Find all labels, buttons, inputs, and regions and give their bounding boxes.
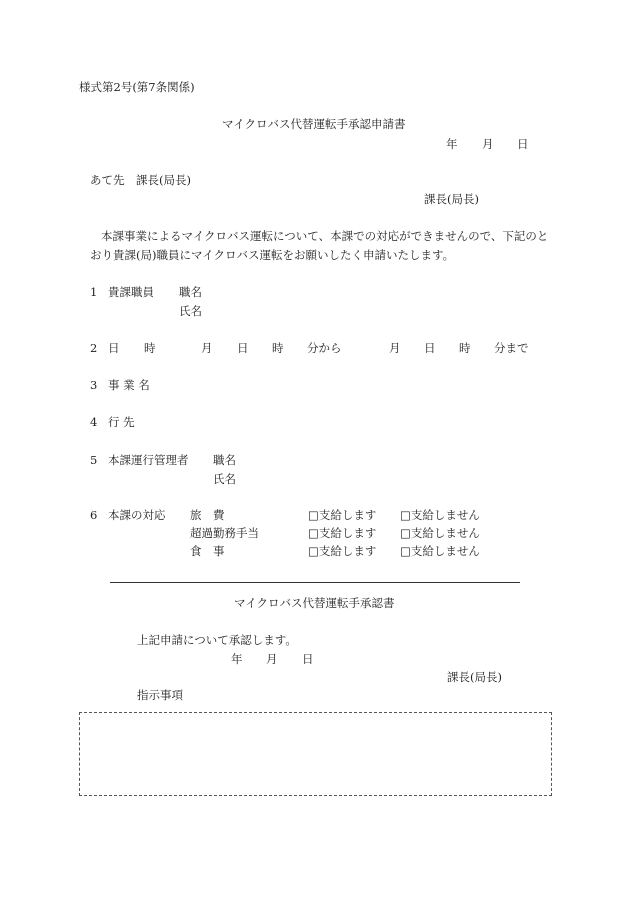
- item1-name-label: 氏名: [179, 304, 202, 318]
- item2-from-hour: 時: [272, 341, 284, 355]
- item4-label: 行 先: [108, 415, 135, 429]
- application-date-day: 日: [517, 137, 529, 151]
- meal-nopay-checkbox[interactable]: □支給しません: [400, 544, 480, 558]
- approval-date-day: 日: [302, 652, 314, 666]
- overtime-nopay-checkbox[interactable]: □支給しません: [400, 526, 480, 540]
- item2-hour: 時: [144, 341, 156, 355]
- sender-title: 課長(局長): [424, 192, 479, 206]
- approval-date-year: 年: [231, 652, 243, 666]
- item2-day: 日: [108, 341, 120, 355]
- item4-number: 4: [90, 415, 98, 429]
- item6-row-overtime-label: 超過勤務手当: [190, 526, 259, 540]
- body-text-line2: おり貴課(局)職員にマイクロバス運転をお願いしたく申請いたします。: [90, 248, 455, 262]
- application-date-year: 年: [446, 137, 458, 151]
- approval-date-month: 月: [266, 652, 278, 666]
- item2-to-day: 日: [424, 341, 436, 355]
- item2-to-month: 月: [389, 341, 401, 355]
- instructions-label: 指示事項: [137, 688, 183, 702]
- item2-to-minute: 分まで: [494, 341, 529, 355]
- application-title: マイクロバス代替運転手承認申請書: [222, 117, 406, 131]
- approval-signer: 課長(局長): [447, 670, 502, 684]
- item6-row-travel-label: 旅 費: [190, 508, 225, 522]
- item5-position-label: 職名: [213, 453, 236, 467]
- item6-label: 本課の対応: [108, 508, 166, 522]
- overtime-pay-checkbox[interactable]: □支給します: [308, 526, 377, 540]
- item1-label: 貴課職員: [108, 285, 154, 299]
- item3-number: 3: [90, 378, 98, 392]
- item5-name-label: 氏名: [213, 472, 236, 486]
- approval-text: 上記申請について承認します。: [137, 633, 297, 647]
- item1-position-label: 職名: [179, 285, 202, 299]
- section-divider: [110, 582, 520, 583]
- application-date-month: 月: [482, 137, 494, 151]
- item3-label: 事 業 名: [108, 378, 150, 392]
- item2-from-month: 月: [201, 341, 213, 355]
- meal-pay-checkbox[interactable]: □支給します: [308, 544, 377, 558]
- item2-number: 2: [90, 341, 98, 355]
- item5-label: 本課運行管理者: [108, 453, 189, 467]
- approval-title: マイクロバス代替運転手承認書: [234, 596, 395, 610]
- body-text-line1: 本課事業によるマイクロバス運転について、本課での対応ができませんので、下記のと: [101, 229, 549, 243]
- instructions-box[interactable]: [79, 712, 552, 796]
- item6-number: 6: [90, 508, 98, 522]
- item2-from-minute: 分から: [307, 341, 342, 355]
- item2-to-hour: 時: [459, 341, 471, 355]
- item6-row-meal-label: 食 事: [190, 544, 225, 558]
- item1-number: 1: [90, 285, 98, 299]
- travel-nopay-checkbox[interactable]: □支給しません: [400, 508, 480, 522]
- form-number-label: 様式第2号(第7条関係): [79, 80, 195, 94]
- item5-number: 5: [90, 453, 98, 467]
- item2-from-day: 日: [237, 341, 249, 355]
- travel-pay-checkbox[interactable]: □支給します: [308, 508, 377, 522]
- addressee: あて先 課長(局長): [90, 173, 191, 187]
